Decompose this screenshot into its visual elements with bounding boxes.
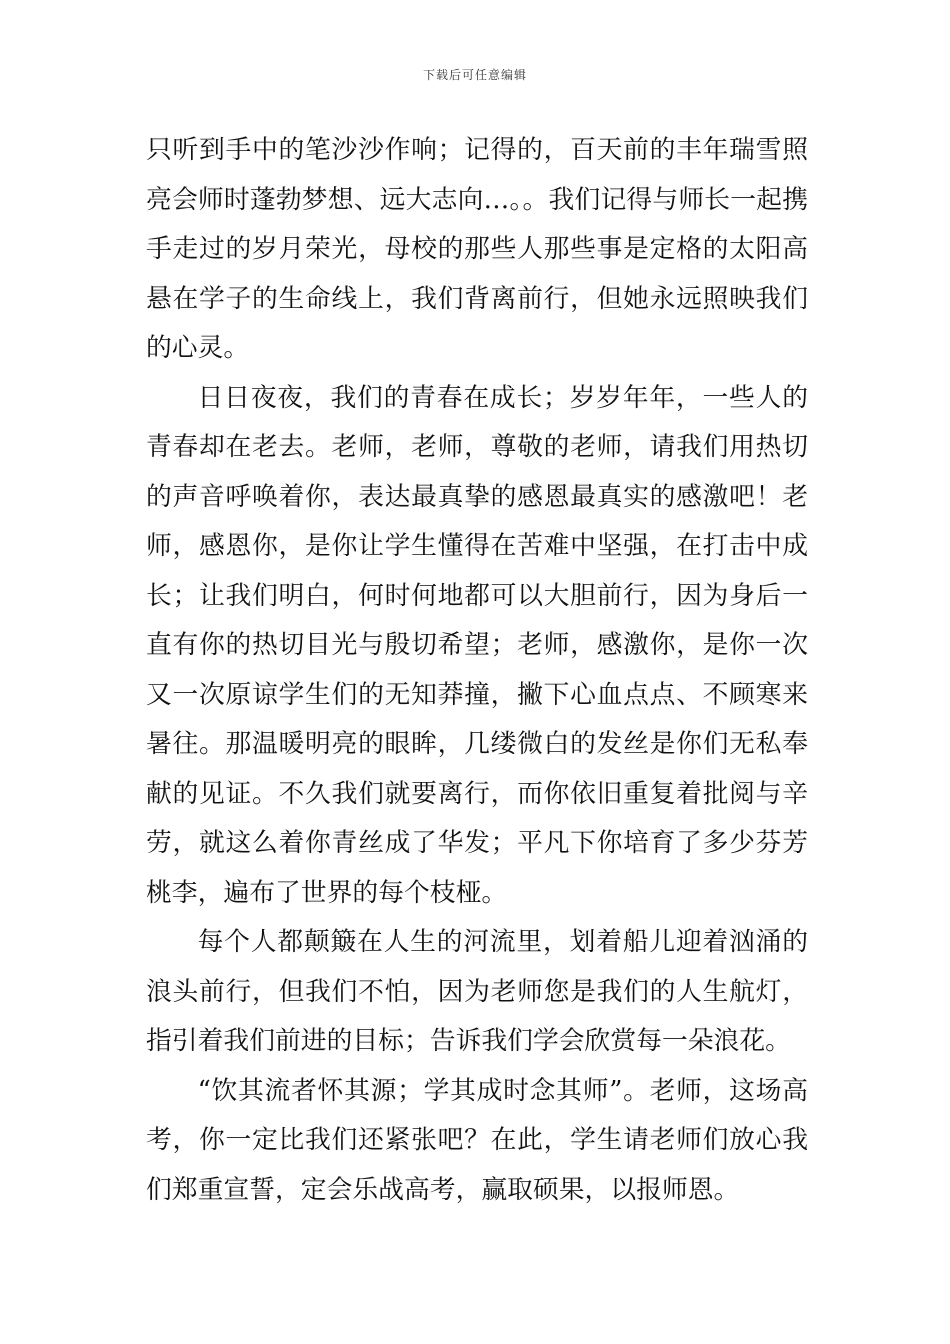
page-header: 下载后可任意编辑 — [422, 68, 527, 82]
paragraph-3: 每个人都颠簸在人生的河流里，划着船儿迎着汹涌的浪头前行，但我们不怕，因为老师您是我们的人生航灯，指引着我们前进的目标；告诉我们学会欣赏每一朵浪花。 — [146, 927, 808, 1056]
document-body — [146, 126, 808, 1215]
paragraph-4: “饮其流者怀其源；学其成时念其师”。老师，这场高考，你一定比我们还紧张吧？在此，学生请老师们放心我们郑重宣誓，定会乐战高考，赢取硕果，以报师恩。 — [146, 1075, 808, 1205]
paragraph-1: 只听到手中的笔沙沙作响；记得的，百天前的丰年瑞雪照亮会师时蓬勃梦想、远大志向…。。我们记得与师长一起携手走过的岁月荣光，母校的那些人那些事是定格的太阳高悬在学子的生命线上，我们背离前行，但她永远照映我们的心灵。 — [146, 135, 808, 363]
paragraph-2: 日日夜夜，我们的青春在成长；岁岁年年，一些人的青春却在老去。老师，老师，尊敬的老师，请我们用热切的声音呼唤着你，表达最真挚的感恩最真实的感激吧！老师，感恩你，是你让学生懂得在苦难中坚强，在打击中成长；让我们明白，何时何地都可以大胆前行，因为身后一直有你的热切目光与殷切希望；老师，感激你，是你一次又一次原谅学生们的无知莽撞，撇下心血点点、不顾寒来暑往。那温暖明亮的眼眸，几缕微白的发丝是你们无私奉献的见证。不久我们就要离行，而你依旧重复着批阅与辛劳，就这么着你青丝成了华发；平凡下你培育了多少芬芳桃李，遍布了世界的每个枝桠。 — [146, 382, 808, 908]
